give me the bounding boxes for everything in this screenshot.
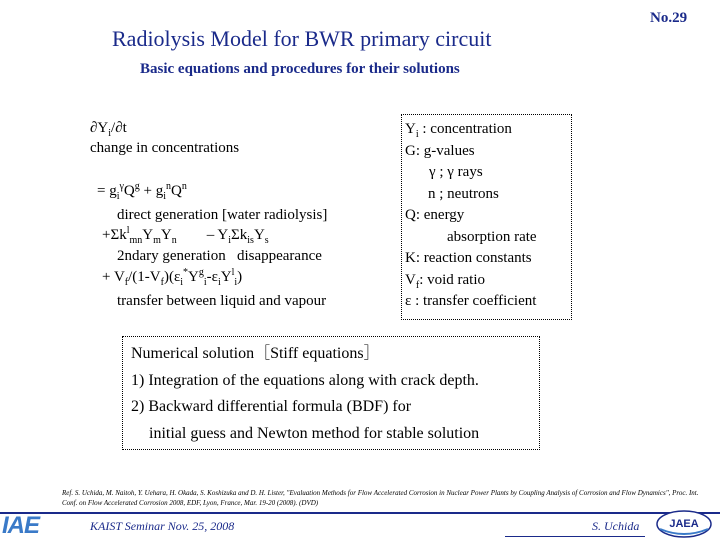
numerical-step-1: 1) Integration of the equations along with crack depth. xyxy=(131,371,479,389)
author-underline xyxy=(505,536,645,537)
seminar-label: KAIST Seminar Nov. 25, 2008 xyxy=(90,519,235,533)
equation-lhs-description: change in concentrations xyxy=(90,140,240,156)
definitions-box xyxy=(401,114,572,320)
author-label: S. Uchida xyxy=(592,519,640,533)
equation-row-2-description: 2ndary generation disappearance xyxy=(117,248,322,264)
definition-gamma-rays: γ ; γ rays xyxy=(429,164,483,180)
numerical-solution-box xyxy=(122,336,540,450)
definition-g-values: G: g-values xyxy=(405,142,475,159)
definition-absorption-rate: absorption rate xyxy=(447,228,537,245)
equation-row-1-description: direct generation [water radiolysis] xyxy=(117,207,328,223)
equation-row-3-description: transfer between liquid and vapour xyxy=(117,293,327,309)
slide-title: Radiolysis Model for BWR primary circuit xyxy=(112,26,492,51)
definition-void-ratio: $V_f$: void ratio xyxy=(405,271,486,291)
numerical-heading: Numerical solution［Stiff equations］ xyxy=(131,345,380,362)
definition-concentration: $Y_i$ : concentration xyxy=(405,121,512,140)
definition-reaction-constants: K: reaction constants xyxy=(405,250,532,266)
slide-number: No.29 xyxy=(650,10,688,26)
definition-transfer-coefficient: ε : transfer coefficient xyxy=(405,293,537,309)
equation-row-1: = $g_i^\gamma Q^g + g_i^nQ^n$ xyxy=(97,181,187,202)
numerical-step-2-continued: initial guess and Newton method for stable solution xyxy=(149,424,480,442)
jaea-logo xyxy=(654,509,714,539)
reference-note: Ref. S. Uchida, M. Naitoh, Y. Uehara, H. Okada, S. Koshizuka and D. H. Lister, "Evaluation Methods for Flow Accelerated Corrosion in Nuclear Power Plants by Coupling Analysis of Corrosion and Flow Dynamics", Proc. Int. Conf. on Flow Accelerated Corrosion 2008, EDF, Lyon, France, Mar. 19-20 (2008). (DVD) xyxy=(62,489,699,507)
slide-subtitle: Basic equations and procedures for their solutions xyxy=(140,61,460,77)
equation-row-2: $+\Sigma k^l_{mn}Y_mY_n - Y_i\Sigma k_{is}Y_s$ xyxy=(102,225,269,246)
jaea-logo-text: JAEA xyxy=(669,518,699,530)
equation-lhs: $\partial Y_i/\partial t$ xyxy=(90,120,127,139)
iae-logo: IAE xyxy=(2,512,40,539)
footer-divider xyxy=(0,512,720,514)
definition-neutrons: n ; neutrons xyxy=(428,185,499,202)
equation-row-3: + $V_f/(1-V_f)(\varepsilon_i^*Y^g_i-\varepsilon_iY^l_i)$ xyxy=(102,267,243,288)
definition-energy: Q: energy xyxy=(405,207,465,223)
numerical-step-2: 2) Backward differential formula (BDF) for xyxy=(131,398,412,415)
